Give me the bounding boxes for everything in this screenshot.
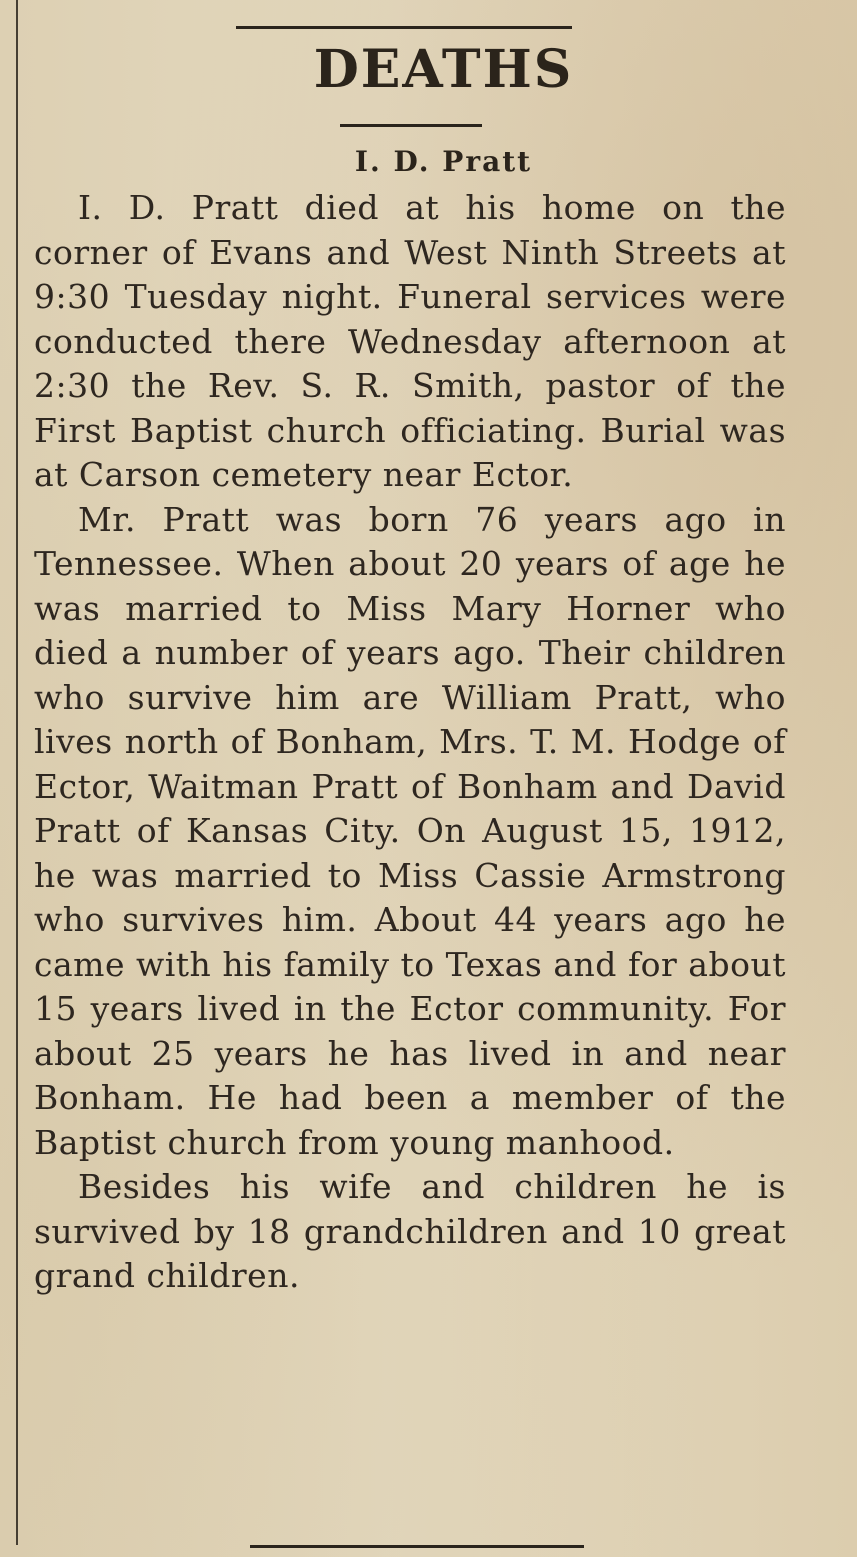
top-rule: [236, 26, 572, 29]
title-divider: [340, 124, 482, 127]
paragraph: Besides his wife and children he is survived by 18 grandchildren and 10 great grand children.: [34, 1167, 786, 1295]
paragraph: Mr. Pratt was born 76 years ago in Tennessee. When about 20 years of age he was married to Miss Mary Horner who died a number of years ago. Their children who survive him are William Pratt, who lives north of Bonham, Mrs. T. M. Hodge of Ector, Waitman Pratt of Bonham and David Pratt of Kansas City. On August 15, 1912, he was married to Miss Cassie Armstrong who survives him. About 44 years ago he came with his family to Texas and for about 15 years lived in the Ector community. For about 25 years he has lived in and near Bonham. He had been a member of the Baptist church from young manhood.: [34, 499, 786, 1162]
section-title: DEATHS: [313, 39, 574, 100]
bottom-rule: [250, 1545, 584, 1548]
obituary-headline: I. D. Pratt: [354, 145, 533, 178]
column-rule: [16, 0, 18, 1545]
paragraph: I. D. Pratt died at his home on the corner of Evans and West Ninth Streets at 9:30 Tuesday night. Funeral services were conducted there Wednesday afternoon at 2:30 the Rev. S. R. Smith, pastor of the First Baptist church officiating. Burial was at Carson cemetery near Ector.: [34, 188, 786, 494]
article-body: [34, 186, 786, 1299]
